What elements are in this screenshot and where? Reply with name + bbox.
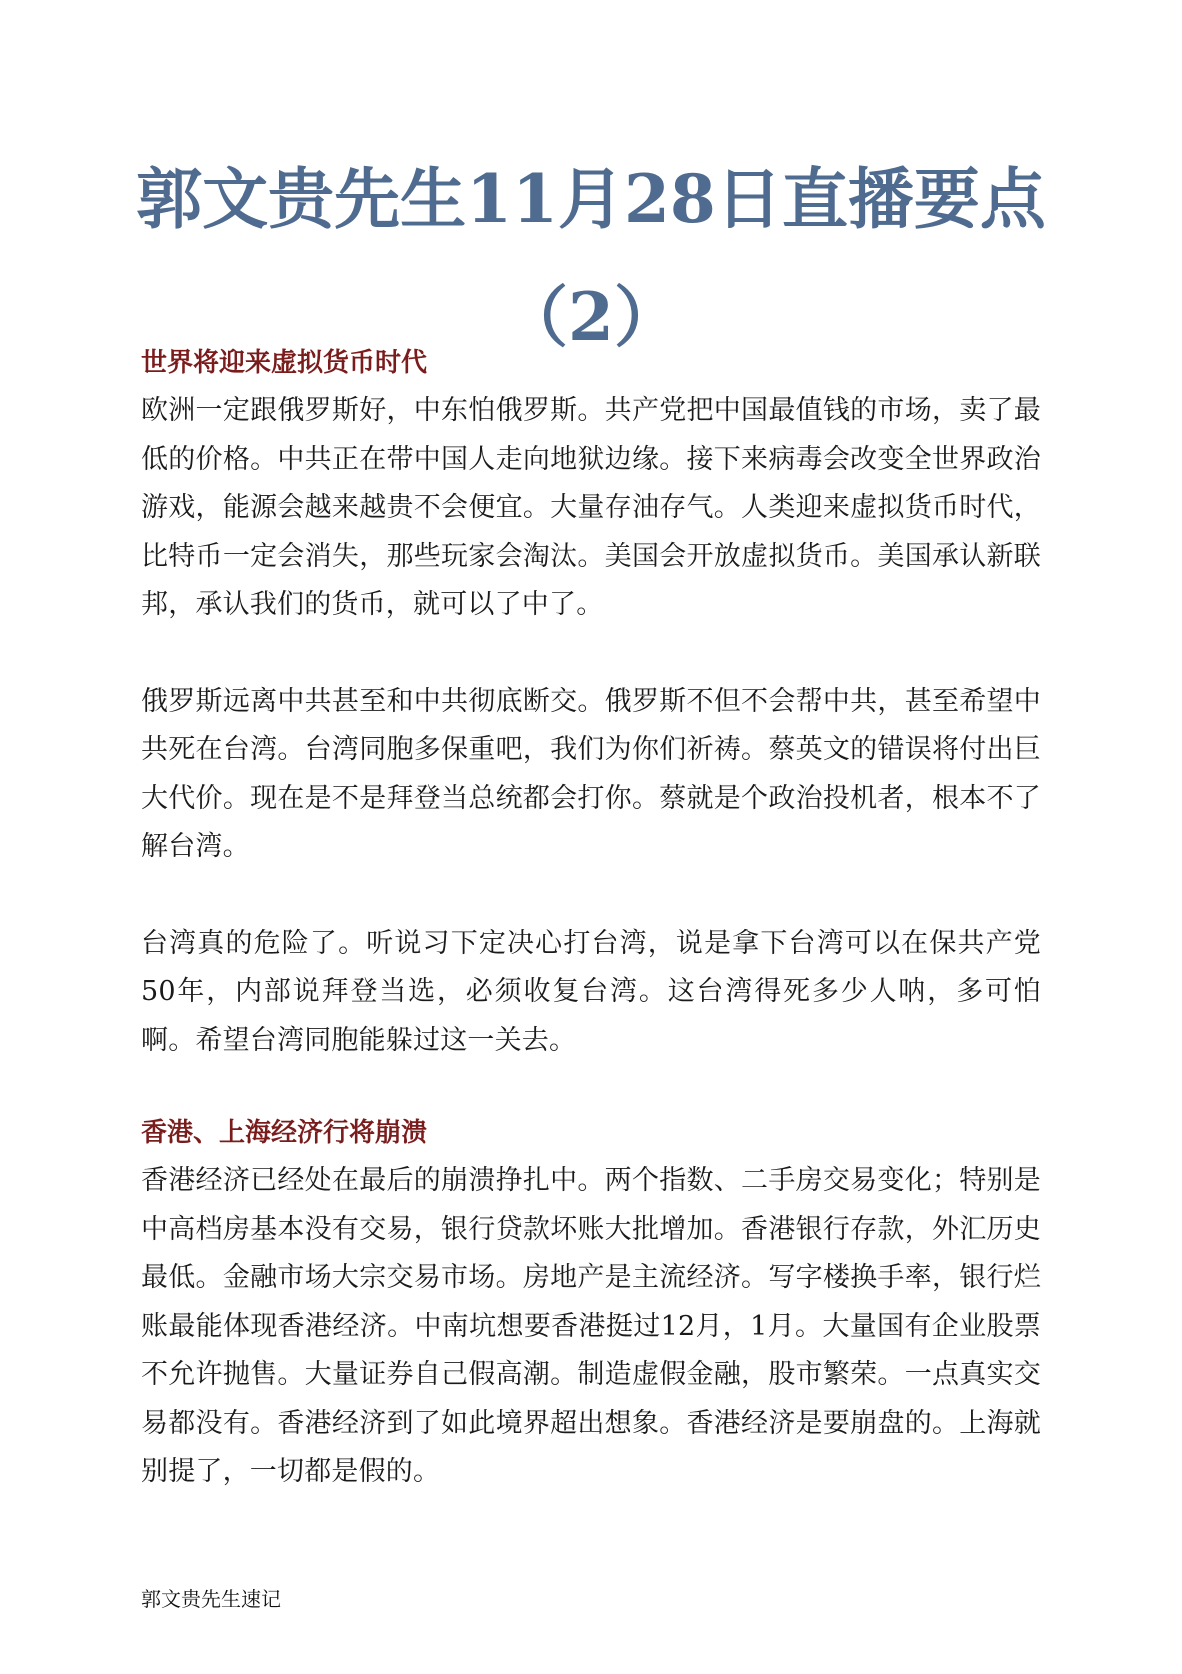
section-heading: 香港、上海经济行将崩溃 <box>141 1118 428 1148</box>
paragraph: 欧洲一定跟俄罗斯好，中东怕俄罗斯。共产党把中国最值钱的市场，卖了最低的价格。中共正在带中国人走向地狱边缘。接下来病毒会改变全世界政治游戏，能源会越来越贵不会便宜。大量存油存气。人类迎来虚拟货币时代，比特币一定会消失，那些玩家会淘汰。美国会开放虚拟货币。美国承认新联邦，承认我们的货币，就可以了中了。 <box>141 395 1041 620</box>
section-heading: 世界将迎来虚拟货币时代 <box>141 348 428 378</box>
section-virtual-currency <box>141 343 1041 1065</box>
page-title: 郭文贵先生11月28日直播要点（2） <box>136 160 1046 356</box>
paragraph: 香港经济已经处在最后的崩溃挣扎中。两个指数、二手房交易变化；特别是中高档房基本没有交易，银行贷款坏账大批增加。香港银行存款，外汇历史最低。金融市场大宗交易市场。房地产是主流经济。写字楼换手率，银行烂账最能体现香港经济。中南坑想要香港挺过12月，1月。大量国有企业股票不允许抛售。大量证券自己假高潮。制造虚假金融，股市繁荣。一点真实交易都没有。香港经济到了如此境界超出想象。香港经济是要崩盘的。上海就别提了，一切都是假的。 <box>141 1165 1041 1487</box>
document-body <box>141 343 1041 1497</box>
footer-label: 郭文贵先生速记 <box>141 1587 281 1611</box>
paragraph: 台湾真的危险了。听说习下定决心打台湾，说是拿下台湾可以在保共产党50年，内部说拜登当选，必须收复台湾。这台湾得死多少人呐，多可怕啊。希望台湾同胞能躲过这一关去。 <box>141 927 1041 1056</box>
section-hongkong-shanghai-economy <box>141 1113 1041 1497</box>
paragraph: 俄罗斯远离中共甚至和中共彻底断交。俄罗斯不但不会帮中共，甚至希望中共死在台湾。台湾同胞多保重吧，我们为你们祈祷。蔡英文的错误将付出巨大代价。现在是不是拜登当总统都会打你。蔡就是个政治投机者，根本不了解台湾。 <box>141 685 1041 862</box>
